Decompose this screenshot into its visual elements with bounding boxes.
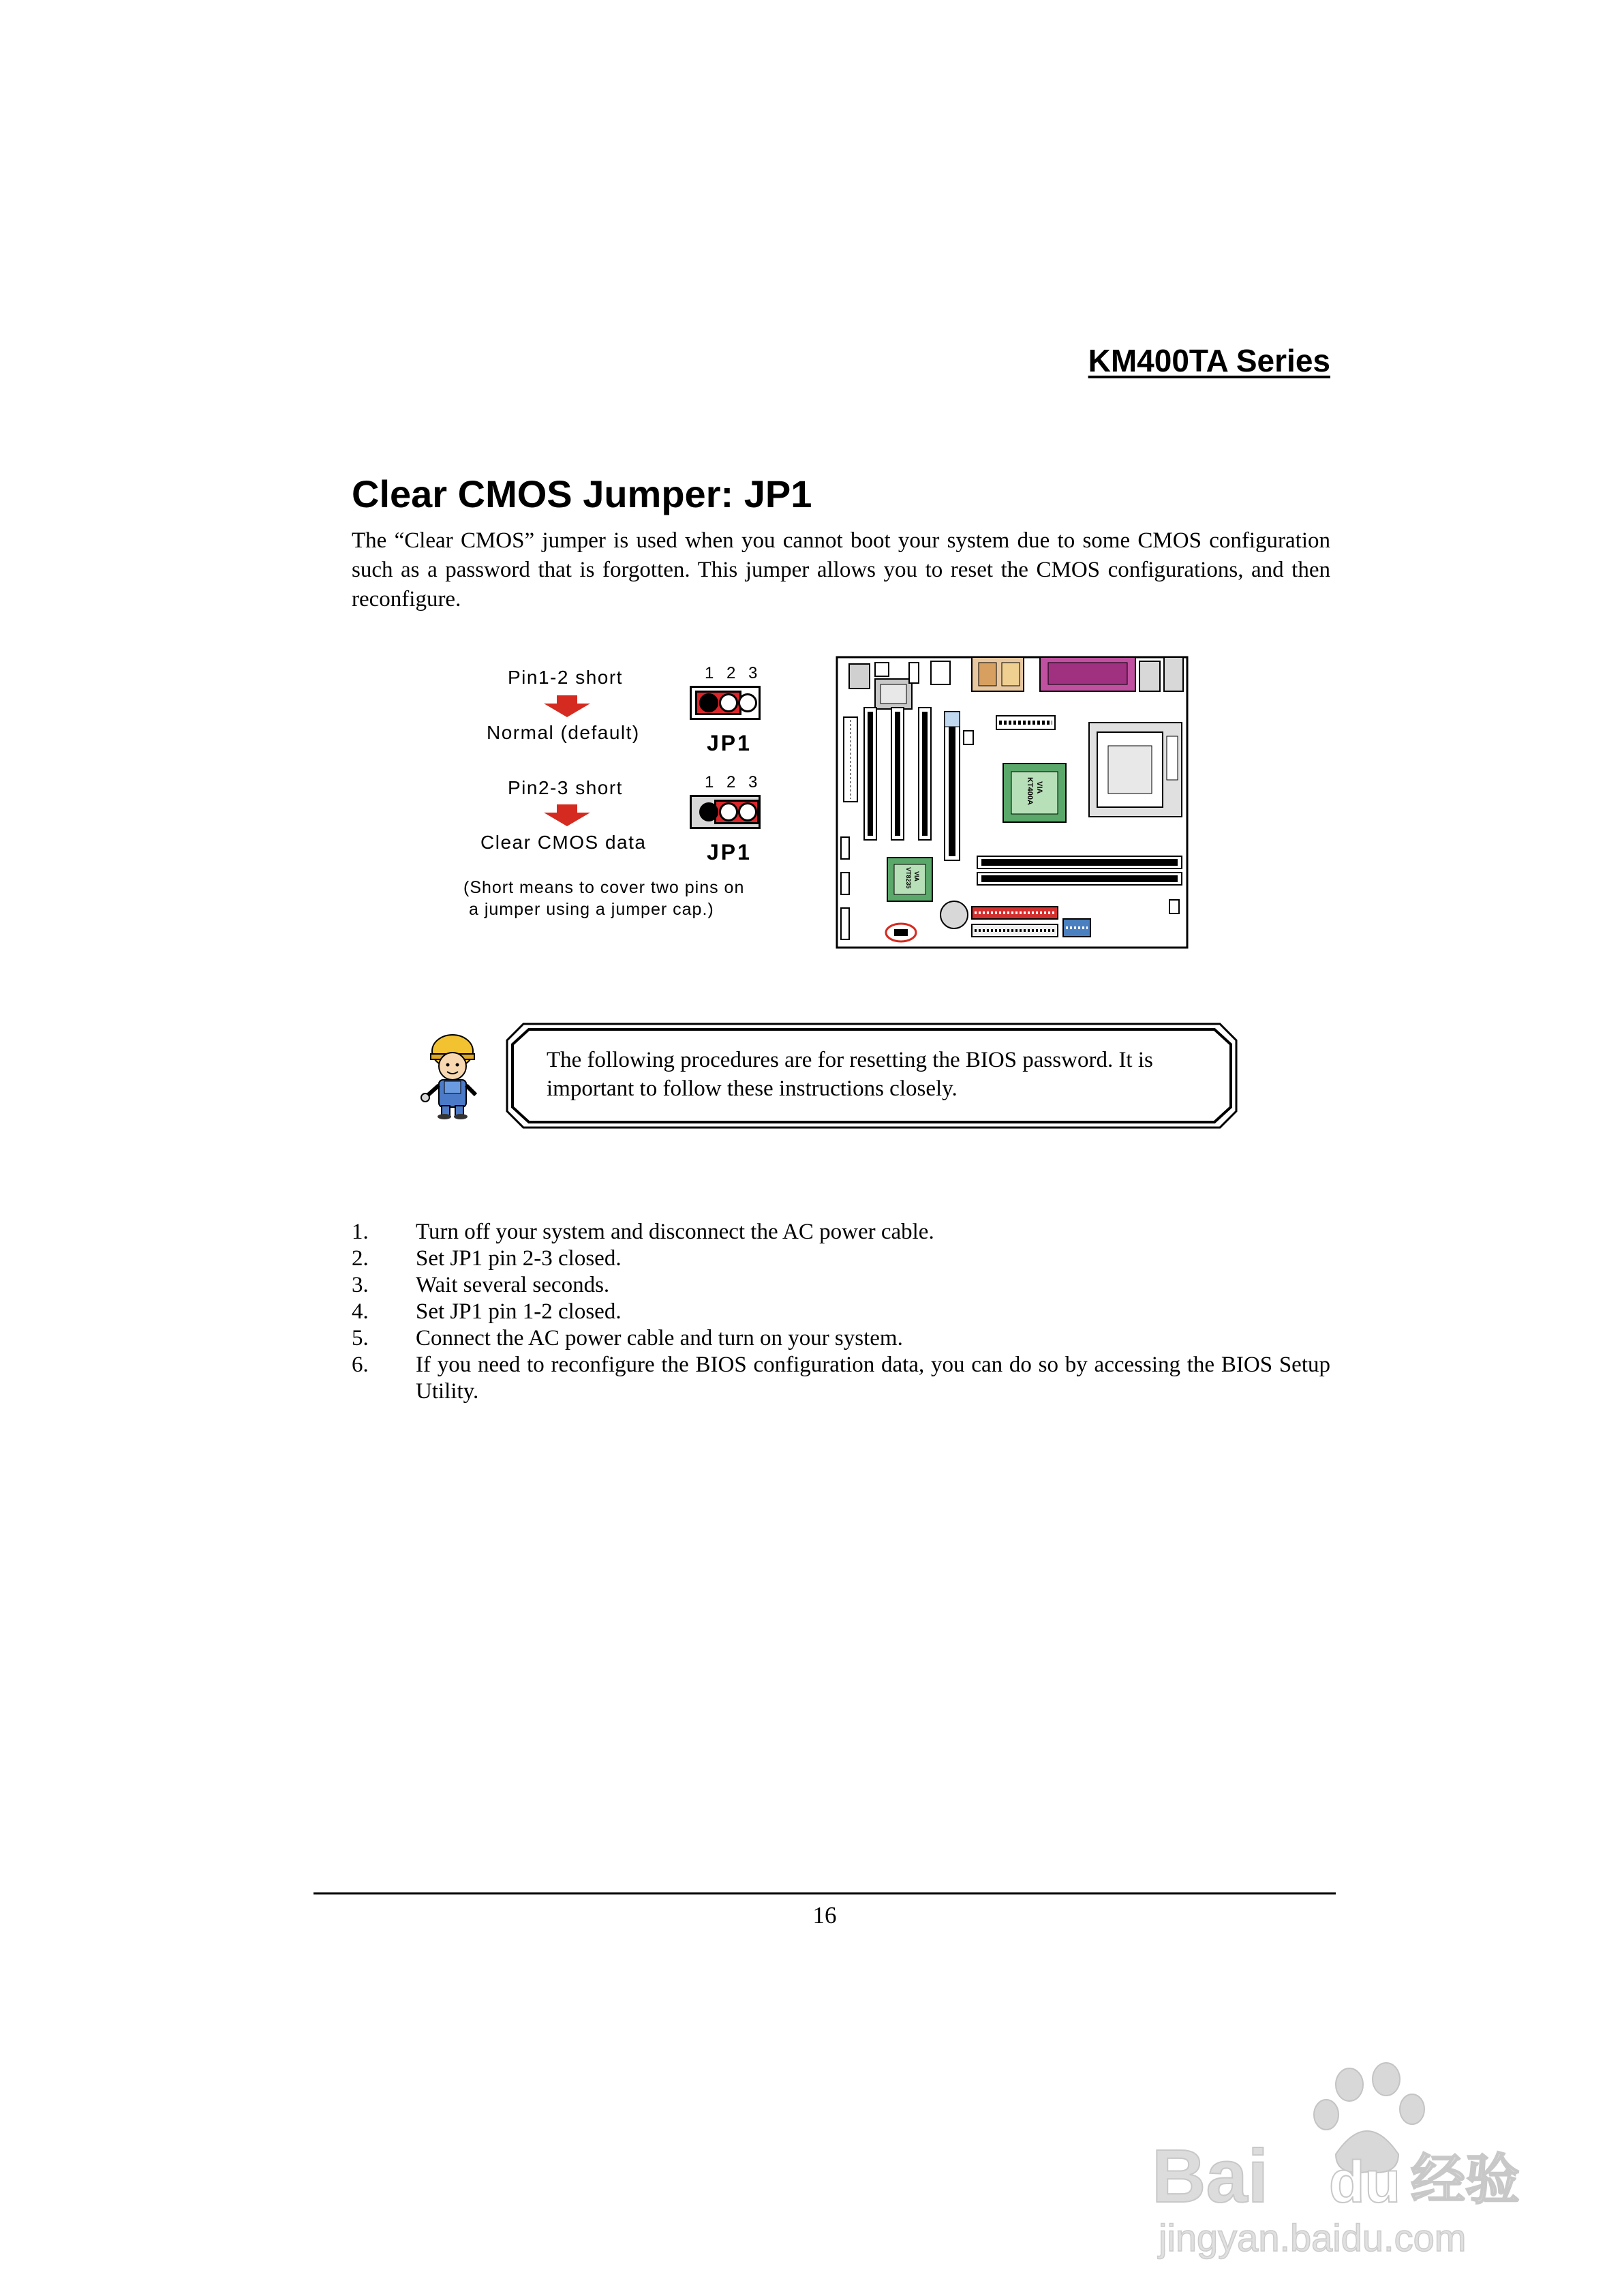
worker-mascot-icon — [417, 1031, 485, 1119]
watermark-brand: Bai — [1152, 2134, 1269, 2218]
footer-divider — [313, 1892, 1336, 1894]
procedure-steps-list — [352, 1219, 1330, 1405]
pin12-arrow-icon — [544, 695, 590, 717]
motherboard-layout-diagram — [836, 654, 1189, 949]
step-text: If you need to reconfigure the BIOS configuration data, you can do so by accessing the BIOS Setup Utility. — [416, 1353, 1330, 1404]
southbridge-line1: VIA — [913, 871, 920, 882]
jumper-pin23-short — [690, 795, 761, 829]
pin-numbers-top: 1 2 3 — [705, 664, 762, 682]
step-text: Connect the AC power cable and turn on your system. — [416, 1326, 903, 1350]
pin2 — [719, 802, 738, 821]
pin1 — [699, 693, 718, 712]
baidu-jingyan-watermark — [1124, 2059, 1561, 2263]
watermark-cn: 经验 — [1411, 2148, 1520, 2211]
callout-text: The following procedures are for resetting the BIOS password. It is important to follow these instructions closely. — [547, 1048, 1153, 1101]
jumper-name-top: JP1 — [707, 731, 752, 755]
northbridge-line2: KT400A — [1026, 777, 1034, 805]
section-intro: The “Clear CMOS” jumper is used when you cannot boot your system due to some CMOS configuration such as a password that is forgotten. This jumper allows you to reset the CMOS configurations, and then reconfigure. — [352, 528, 1330, 611]
document-series-header: KM400TA Series — [1088, 343, 1330, 378]
pin23-arrow-icon — [544, 804, 590, 826]
step-text: Set JP1 pin 1-2 closed. — [416, 1299, 622, 1324]
pin-numbers-bottom: 1 2 3 — [705, 773, 762, 791]
pin23-description: Clear CMOS data — [480, 832, 647, 853]
step-number: 3. — [352, 1273, 369, 1297]
step-text: Set JP1 pin 2-3 closed. — [416, 1246, 622, 1271]
step-text: Turn off your system and disconnect the AC power cable. — [416, 1220, 934, 1244]
pin3 — [738, 802, 757, 821]
step-number: 5. — [352, 1326, 369, 1350]
jumper-note-line1: (Short means to cover two pins on — [463, 878, 745, 897]
pin12-label: Pin1-2 short — [508, 667, 623, 688]
jumper-name-bottom: JP1 — [707, 840, 752, 864]
pin2 — [719, 693, 738, 712]
southbridge-line2: VT8235 — [905, 867, 912, 889]
list-item — [352, 1272, 1330, 1299]
jumper-pin12-short — [690, 686, 761, 720]
step-number: 6. — [352, 1353, 369, 1377]
pin1 — [699, 802, 718, 821]
list-item — [352, 1352, 1330, 1405]
northbridge-line1: VIA — [1035, 781, 1043, 794]
page-number: 16 — [812, 1902, 837, 1929]
step-text: Wait several seconds. — [416, 1273, 610, 1297]
list-item — [352, 1299, 1330, 1325]
pin23-label: Pin2-3 short — [508, 777, 623, 798]
list-item — [352, 1219, 1330, 1245]
watermark-url: jingyan.baidu.com — [1159, 2216, 1467, 2259]
step-number: 1. — [352, 1220, 369, 1244]
watermark-brand2: du — [1329, 2149, 1401, 2215]
step-number: 4. — [352, 1299, 369, 1324]
section-title: Clear CMOS Jumper: JP1 — [352, 472, 812, 515]
jumper-note-line2: a jumper using a jumper cap.) — [469, 900, 714, 919]
pin12-description: Normal (default) — [487, 722, 640, 743]
pin3 — [738, 693, 757, 712]
list-item — [352, 1325, 1330, 1352]
step-number: 2. — [352, 1246, 369, 1271]
list-item — [352, 1245, 1330, 1272]
